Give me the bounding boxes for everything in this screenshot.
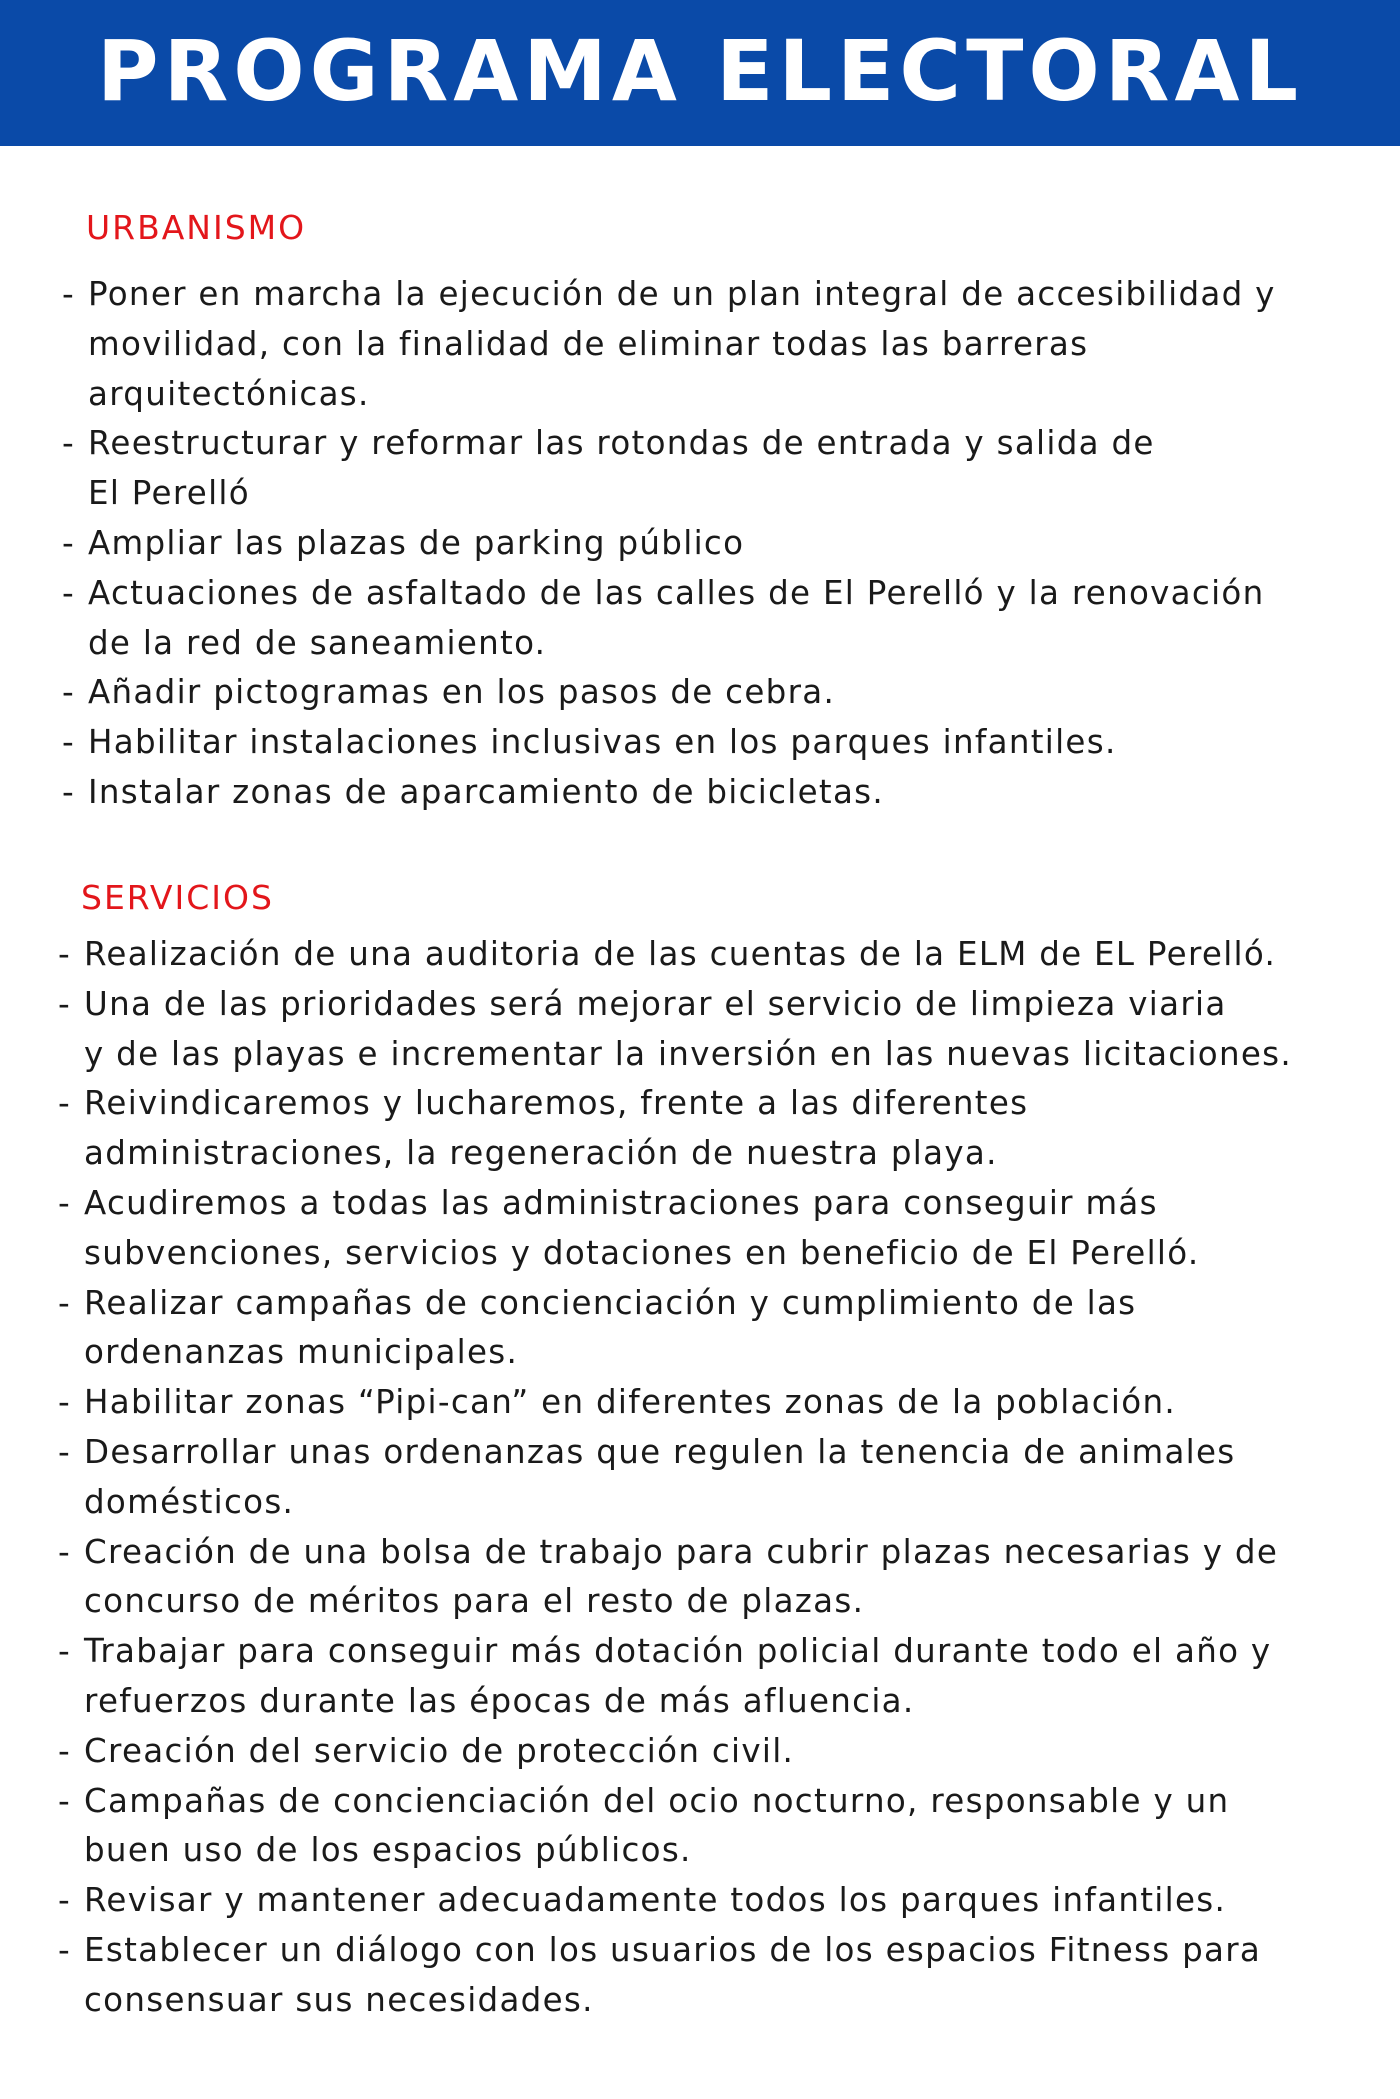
list-dash: - <box>58 1283 72 1322</box>
list-item-line: Acudiremos a todas las administraciones para conseguir más <box>84 1183 1158 1222</box>
list-item-line: Desarrollar unas ordenanzas que regulen la tenencia de animales <box>84 1432 1236 1471</box>
list-dash: - <box>58 1084 72 1123</box>
list-item-line: Habilitar instalaciones inclusivas en los parques infantiles. <box>88 723 1117 762</box>
section-servicios <box>0 870 1400 2026</box>
servicios-list-item <box>58 1627 1378 1727</box>
list-item-text <box>84 1079 1028 1179</box>
list-item-text <box>84 930 1276 980</box>
servicios-list-item <box>58 1179 1378 1279</box>
urbanismo-list-item <box>62 419 1382 519</box>
list-dash: - <box>58 984 72 1023</box>
servicios-list-item <box>58 1926 1378 2026</box>
list-item-text <box>88 569 1264 669</box>
list-dash: - <box>58 935 72 973</box>
list-item-line: Añadir pictogramas en los pasos de cebra. <box>88 673 836 712</box>
servicios-list <box>58 930 1400 2026</box>
list-item-text <box>84 1926 1261 2026</box>
list-dash: - <box>58 1731 72 1770</box>
list-item-line: Reivindicaremos y lucharemos, frente a las diferentes <box>84 1084 1029 1123</box>
urbanismo-list-item <box>62 718 1382 768</box>
section-title-urbanismo: URBANISMO <box>86 208 307 247</box>
list-item-text <box>84 1528 1278 1628</box>
list-item-line: Poner en marcha la ejecución de un plan integral de accesibilidad y <box>88 275 1276 313</box>
list-item-line: subvenciones, servicios y dotaciones en beneficio de El Perelló. <box>84 1233 1200 1272</box>
list-item-text <box>84 1627 1271 1727</box>
list-item-line: Establecer un diálogo con los usuarios de los espacios Fitness para <box>84 1930 1262 1969</box>
list-item-line: refuerzos durante las épocas de más afluencia. <box>84 1681 915 1720</box>
list-item-text <box>88 668 835 718</box>
servicios-list-item <box>58 1428 1378 1528</box>
list-item-text <box>84 1876 1226 1926</box>
list-dash: - <box>58 1183 72 1222</box>
urbanismo-list-item <box>62 668 1382 718</box>
list-item-line: Actuaciones de asfaltado de las calles de El Perelló y la renovación <box>88 573 1265 612</box>
servicios-list-item <box>58 1528 1378 1628</box>
list-item-text <box>88 519 744 569</box>
servicios-list-item <box>58 1777 1378 1877</box>
list-item-text <box>84 1727 794 1777</box>
list-item-text <box>84 1378 1176 1428</box>
page-title: PROGRAMA ELECTORAL <box>97 22 1303 120</box>
list-item-line: domésticos. <box>84 1482 295 1521</box>
list-item-text <box>88 270 1276 419</box>
list-dash: - <box>62 723 76 762</box>
list-item-line: administraciones, la regeneración de nuestra playa. <box>84 1134 998 1173</box>
list-item-line: movilidad, con la finalidad de eliminar todas las barreras <box>88 324 1089 363</box>
list-item-line: Una de las prioridades será mejorar el servicio de limpieza viaria <box>84 984 1227 1023</box>
list-item-line: Creación del servicio de protección civil. <box>84 1731 795 1770</box>
list-item-text <box>88 718 1117 768</box>
list-dash: - <box>62 772 76 811</box>
list-item-text <box>84 1428 1236 1528</box>
list-item-text <box>88 768 884 818</box>
list-dash: - <box>58 1632 72 1671</box>
list-dash: - <box>62 523 76 562</box>
list-dash: - <box>58 1781 72 1820</box>
urbanismo-list-item <box>62 270 1382 419</box>
urbanismo-list-item <box>62 768 1382 818</box>
servicios-list-item <box>58 1279 1378 1379</box>
list-item-line: ordenanzas municipales. <box>84 1333 519 1372</box>
list-dash: - <box>62 424 76 463</box>
list-dash: - <box>62 275 76 313</box>
list-dash: - <box>62 573 76 612</box>
list-item-line: arquitectónicas. <box>88 374 370 413</box>
list-item-line: Reestructurar y reformar las rotondas de entrada y salida de <box>88 424 1155 463</box>
section-title-servicios: SERVICIOS <box>81 878 274 917</box>
list-dash: - <box>62 673 76 712</box>
list-item-line: Trabajar para conseguir más dotación policial durante todo el año y <box>84 1632 1272 1671</box>
list-item-line: Creación de una bolsa de trabajo para cubrir plazas necesarias y de <box>84 1532 1279 1571</box>
list-dash: - <box>58 1532 72 1571</box>
list-item-line: Revisar y mantener adecuadamente todos los parques infantiles. <box>84 1881 1227 1920</box>
list-item-line: buen uso de los espacios públicos. <box>84 1831 692 1870</box>
list-item-text <box>84 1777 1229 1877</box>
servicios-list-item <box>58 930 1378 980</box>
servicios-list-item <box>58 1876 1378 1926</box>
list-item-line: Realizar campañas de concienciación y cumplimiento de las <box>84 1283 1137 1322</box>
section-urbanismo <box>0 200 1400 818</box>
servicios-list-item <box>58 1378 1378 1428</box>
list-dash: - <box>58 1432 72 1471</box>
list-item-line: concurso de méritos para el resto de plazas. <box>84 1582 865 1621</box>
list-item-line: Campañas de concienciación del ocio nocturno, responsable y un <box>84 1781 1230 1820</box>
list-dash: - <box>58 1881 72 1920</box>
list-item-text <box>84 980 1292 1080</box>
list-item-text <box>84 1179 1200 1279</box>
list-item-line: Habilitar zonas “Pipi-can” en diferentes zonas de la población. <box>84 1383 1176 1422</box>
header-banner <box>0 0 1400 146</box>
list-item-line: Ampliar las plazas de parking público <box>88 523 745 562</box>
urbanismo-list <box>62 270 1400 818</box>
list-item-text <box>84 1279 1136 1379</box>
list-item-line: Realización de una auditoria de las cuentas de la ELM de EL Perelló. <box>84 935 1277 973</box>
list-item-line: Instalar zonas de aparcamiento de bicicletas. <box>88 772 885 811</box>
list-item-line: y de las playas e incrementar la inversión en las nuevas licitaciones. <box>84 1034 1293 1073</box>
list-dash: - <box>58 1383 72 1422</box>
list-item-line: consensuar sus necesidades. <box>84 1980 594 2019</box>
list-item-text <box>88 419 1155 519</box>
servicios-list-item <box>58 980 1378 1080</box>
urbanismo-list-item <box>62 519 1382 569</box>
servicios-list-item <box>58 1079 1378 1179</box>
urbanismo-list-item <box>62 569 1382 669</box>
list-item-line: El Perelló <box>88 474 250 513</box>
list-dash: - <box>58 1930 72 1969</box>
servicios-list-item <box>58 1727 1378 1777</box>
list-item-line: de la red de saneamiento. <box>88 623 547 662</box>
